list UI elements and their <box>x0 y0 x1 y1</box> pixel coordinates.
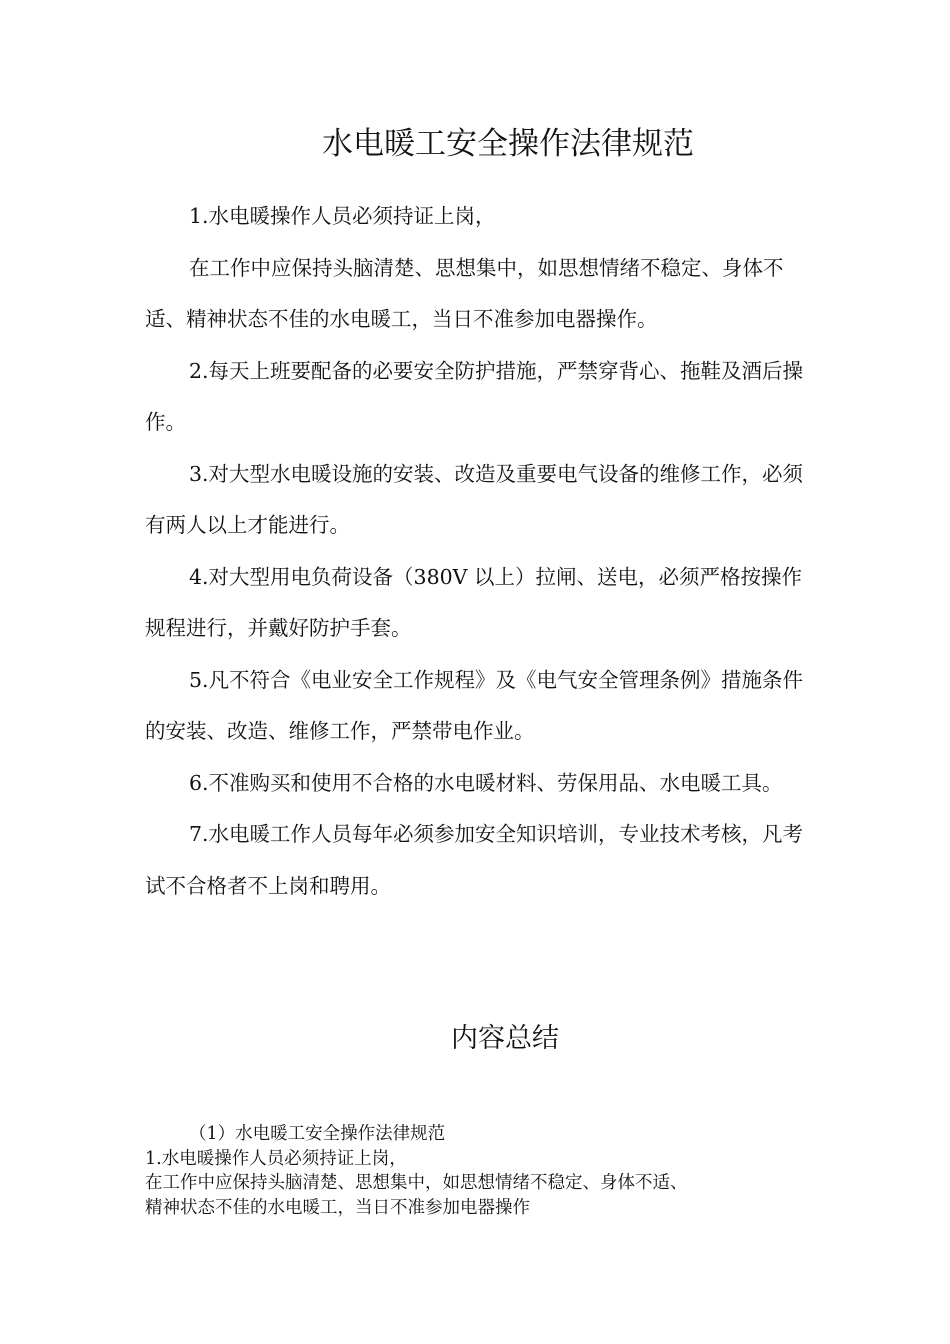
document-title: 水电暖工安全操作法律规范 <box>322 126 694 162</box>
summary-line-3: 精神状态不佳的水电暖工，当日不准参加电器操作 <box>145 1197 530 1218</box>
paragraph-7: 6.不准购买和使用不合格的水电暖材料、劳保用品、水电暖工具。 <box>189 770 783 795</box>
paragraph-2: 在工作中应保持头脑清楚、思想集中，如思想情绪不稳定、身体不适、精神状态不佳的水电暖工，当日不准参加电器操作。 <box>145 255 784 331</box>
summary-heading: （1）水电暖工安全操作法律规范 <box>189 1124 446 1144</box>
summary-line-2: 在工作中应保持头脑清楚、思想集中，如思想情绪不稳定、身体不适、 <box>145 1173 688 1193</box>
paragraph-1: 1.水电暖操作人员必须持证上岗， <box>189 204 496 228</box>
paragraph-6: 5.凡不符合《电业安全工作规程》及《电气安全管理条例》措施条件的安装、改造、维修工作，严禁带电作业。 <box>145 667 804 743</box>
paragraph-4: 3.对大型水电暖设施的安装、改造及重要电气设备的维修工作，必须有两人以上才能进行。 <box>145 461 804 537</box>
summary-title: 内容总结 <box>451 1023 559 1054</box>
paragraph-5: 4.对大型用电负荷设备（380V 以上）拉闸、送电，必须严格按操作规程进行，并戴好防护手套。 <box>145 564 803 640</box>
summary-body <box>145 1122 805 1220</box>
summary-line-1: 1.水电暖操作人员必须持证上岗， <box>145 1148 407 1169</box>
document-body <box>145 191 805 912</box>
paragraph-8: 7.水电暖工作人员每年必须参加安全知识培训，专业技术考核，凡考试不合格者不上岗和聘用。 <box>145 822 804 898</box>
paragraph-3: 2.每天上班要配备的必要安全防护措施，严禁穿背心、拖鞋及酒后操作。 <box>145 358 804 434</box>
